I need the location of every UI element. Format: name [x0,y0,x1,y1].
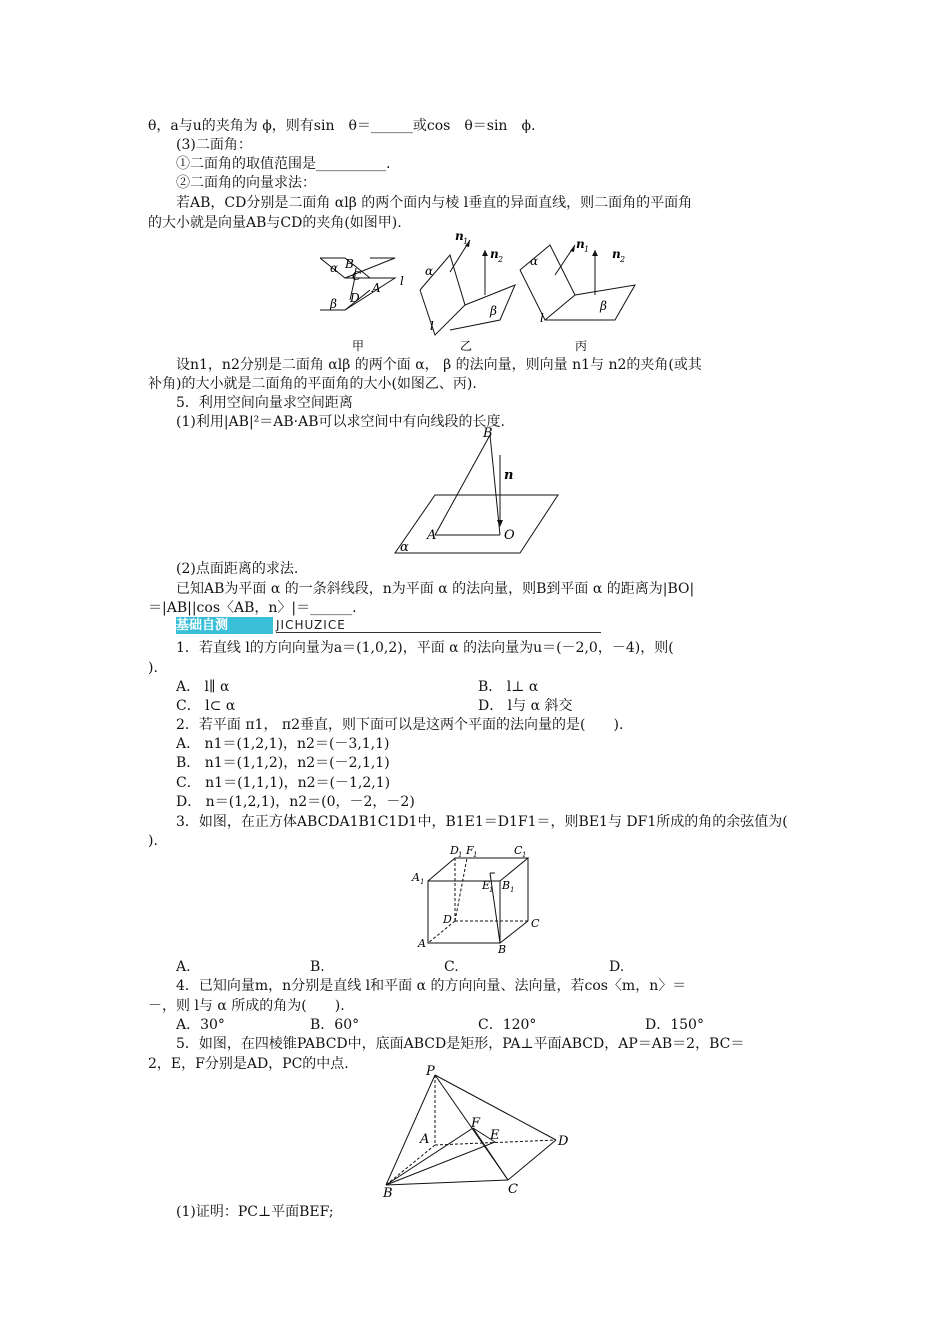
label-l: l [540,311,544,325]
label-n2: n [612,247,621,261]
label-sub: 1 [463,237,469,246]
label-C: C [352,269,362,283]
caption-yi: 乙 [460,339,473,353]
option-D: D．150° [645,1017,704,1033]
label-D: D [443,913,452,926]
text-line: θ，a与u的夹角为 ϕ，则有sin θ＝______或cos θ＝sin ϕ. [148,118,536,134]
option-C: C. [444,959,459,975]
text-line: 若AB，CD分别是二面角 αlβ 的两个面内与棱 l垂直的异面直线，则二面角的平面角 [176,195,693,211]
label-beta: β [330,297,337,311]
label-E1: E [482,879,491,892]
label-sub: 2 [620,255,626,264]
text-line: 设n1，n2分别是二面角 αlβ 的两个面 α， β 的法向量，则向量 n1与 n2的夹角(或其 [176,357,702,373]
text-line: ①二面角的取值范围是__________. [176,156,391,172]
label-C: C [508,1182,518,1197]
text-line: ). [148,833,158,849]
question-4: 4．已知向量m，n分别是直线 l和平面 α 的方向向量、法向量，若cos〈m，n〉＝ [176,978,687,994]
caption-bing: 丙 [575,339,588,353]
label-alpha: α [530,254,539,268]
text-line: (3)二面角： [176,137,252,153]
text-line: －，则 l与 α 所成的角为( ). [148,998,345,1014]
label-alpha: α [425,264,434,278]
point-plane-distance-figure [390,425,560,560]
text-line: (1)证明：PC⊥平面BEF; [176,1204,334,1220]
label-A: A [420,1132,430,1147]
label-P: P [426,1065,435,1079]
dihedral-angle-figures [300,230,650,355]
question-5: 5．如图，在四棱锥PABCD中，底面ABCD是矩形，PA⊥平面ABCD，AP＝AB＝2，BC＝ [176,1036,745,1052]
banner-title: 基础自测 [176,617,273,634]
cube-figure [410,843,545,955]
label-E: E [490,1128,500,1143]
banner-rule [276,632,601,633]
question-1: 1．若直线 l的方向向量为a＝(1,0,2)，平面 α 的法向量为u＝(－2,0，－4)，则( [176,640,674,656]
option-B: B. [310,959,325,975]
text-line: ). [148,660,158,676]
label-C: C [531,917,540,930]
label-sub: 2 [498,255,504,264]
label-A: A [427,528,437,543]
text-line: 补角)的大小就是二面角的平面角的大小(如图乙、丙). [148,376,477,392]
text-line: (2)点面距离的求法. [176,561,299,577]
option-A: A. [176,959,191,975]
label-C1: C [514,844,523,857]
text-line: 的大小就是向量AB与CD的夹角(如图甲). [148,215,402,231]
label-B: B [498,943,507,955]
option-D: D． l与 α 斜交 [478,698,573,714]
label-n1: n [576,237,585,251]
question-2: 2．若平面 π1， π2垂直，则下面可以是这两个平面的法向量的是( ). [176,717,624,733]
text-line: (1)利用|AB|²＝AB·AB可以求空间中有向线段的长度. [176,414,505,430]
text-line: 已知AB为平面 α 的一条斜线段，n为平面 α 的法向量，则B到平面 α 的距离为|BO| [176,581,695,597]
label-D: D [558,1134,569,1149]
label-B: B [383,1186,393,1200]
label-F1: F [466,844,474,857]
label-B: B [345,257,354,271]
label-l: l [430,319,434,333]
label-sub: 1 [584,245,590,254]
option-B: B．60° [310,1017,360,1033]
option-A: A． l∥ α [176,679,230,695]
option-C: C．120° [478,1017,537,1033]
label-beta: β [490,304,497,318]
label-l: l [400,274,404,288]
label-A1: A [412,871,420,884]
label-n: n [504,468,514,483]
label-alpha: α [330,261,339,275]
label-beta: β [600,299,607,313]
option-B: B． n1＝(1,1,2)，n2＝(－2,1,1) [176,755,390,771]
pyramid-figure [378,1065,578,1200]
label-sub: 1 [489,886,494,894]
label-B: B [483,426,493,441]
caption-jia: 甲 [352,339,365,353]
option-B: B． l⊥ α [478,679,539,695]
label-sub: 1 [420,878,425,886]
option-C: C． n1＝(1,1,1)，n2＝(－1,2,1) [176,775,391,791]
text-line: 5．利用空间向量求空间距离 [176,395,353,411]
label-D1: D [450,844,459,857]
option-D: D． n＝(1,2,1)，n2＝(0，－2，－2) [176,794,415,810]
option-C: C． l⊂ α [176,698,236,714]
label-n1: n [455,230,464,243]
label-B1: B [502,879,511,892]
question-3: 3．如图，在正方体ABCDA1B1C1D1中，B1E1＝D1F1＝，则BE1与 DF1所成的角的余弦值为( [176,814,788,830]
option-D: D. [609,959,625,975]
label-O: O [504,528,515,543]
label-A: A [372,281,381,295]
label-sub: 1 [458,851,463,859]
text-line: 2，E，F分别是AD，PC的中点. [148,1056,349,1072]
text-line: ＝|AB||cos〈AB，n〉|＝______. [148,600,357,616]
label-sub: 1 [522,851,527,859]
banner-pinyin: JICHUZICE [276,618,346,632]
label-alpha: α [400,540,409,555]
label-D: D [350,291,360,305]
label-sub: 1 [473,851,478,859]
label-n2: n [490,247,499,261]
label-A: A [418,937,426,950]
label-sub: 1 [510,886,515,894]
option-A: A．30° [176,1017,225,1033]
label-F: F [471,1116,481,1131]
option-A: A． n1＝(1,2,1)，n2＝(－3,1,1) [176,736,390,752]
text-line: ②二面角的向量求法： [176,175,316,191]
